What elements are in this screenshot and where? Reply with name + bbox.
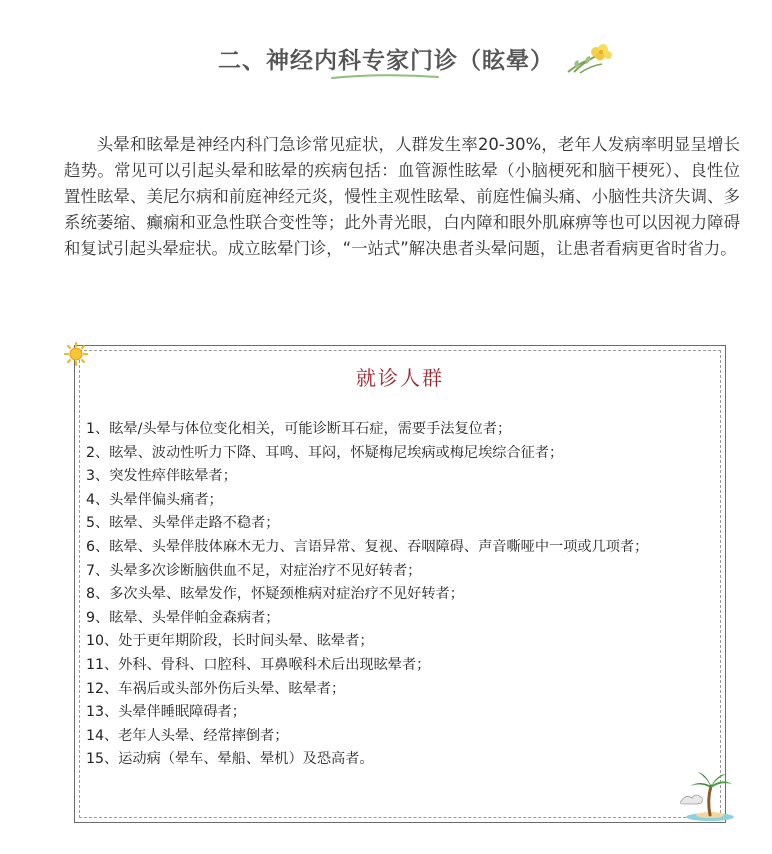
section-heading [0,42,772,75]
list-item: 15、运动病（晕车、晕船、晕机）及恐高者。 [86,751,374,768]
list-item: 2、眩晕、波动性听力下降、耳鸣、耳闷，怀疑梅尼埃病或梅尼埃综合征者； [86,444,564,461]
list-item: 13、头晕伴睡眠障碍者； [86,704,246,721]
panel-title: 就诊人群 [356,366,444,390]
list-item: 3、突发性瘁伴眩晕者； [86,468,237,485]
list-item: 9、眩晕、头晕伴帕金森病者； [86,609,280,626]
list-item: 12、车祸后或头部外伤后头晕、眩晕者； [86,680,346,697]
list-item: 7、头晕多次诊断脑供血不足，对症治疗不见好转者； [86,562,422,579]
list-item: 6、眩晕、头晕伴肢体麻木无力、言语异常、复视、吞咽障碍、声音嘶哑中一项或几项者； [86,538,649,555]
title-underline-decoration [330,72,440,82]
section-title: 二、神经内科专家门诊（眩晕） [218,48,554,74]
list-item: 10、处于更年期阶段，长时间头晕、眩晕者； [86,633,374,650]
list-item: 14、老年人头晕、经常摔倒者； [86,727,289,744]
list-item: 1、眩晕/头晕与体位变化相关，可能诊断耳石症，需要手法复位者； [86,421,512,437]
list-item: 11、外科、骨科、口腔科、耳鼻喉科术后出现眩晕者； [86,656,431,673]
list-item: 4、头晕伴偏头痛者； [86,491,223,508]
patient-group-list [86,418,718,772]
palm-tree-icon [676,770,736,822]
list-item: 8、多次头晕、眩晕发作，怀疑颈椎病对症治疗不见好转者； [86,586,464,603]
list-item: 5、眩晕、头晕伴走路不稳者； [86,515,280,532]
intro-paragraph: 头晕和眩晕是神经内科门急诊常见症状，人群发生率20-30%，老年人发病率明显呈增长趋势。常见可以引起头晕和眩晕的疾病包括：血管源性眩晕（小脑梗死和脑干梗死）、良性位置性眩晕、美尼尔病和前庭神经元炎，慢性主观性眩晕、前庭性偏头痛、小脑性共济失调、多系统萎缩、癫痫和亚急性联合变性等；此外青光眼，白内障和眼外肌麻痹等也可以因视力障碍和复试引起头晕症状。成立眩晕门诊，“一站式”解决患者头晕问题，让患者看病更省时省力。 [64,135,740,258]
yellow-flower-icon [562,42,618,76]
